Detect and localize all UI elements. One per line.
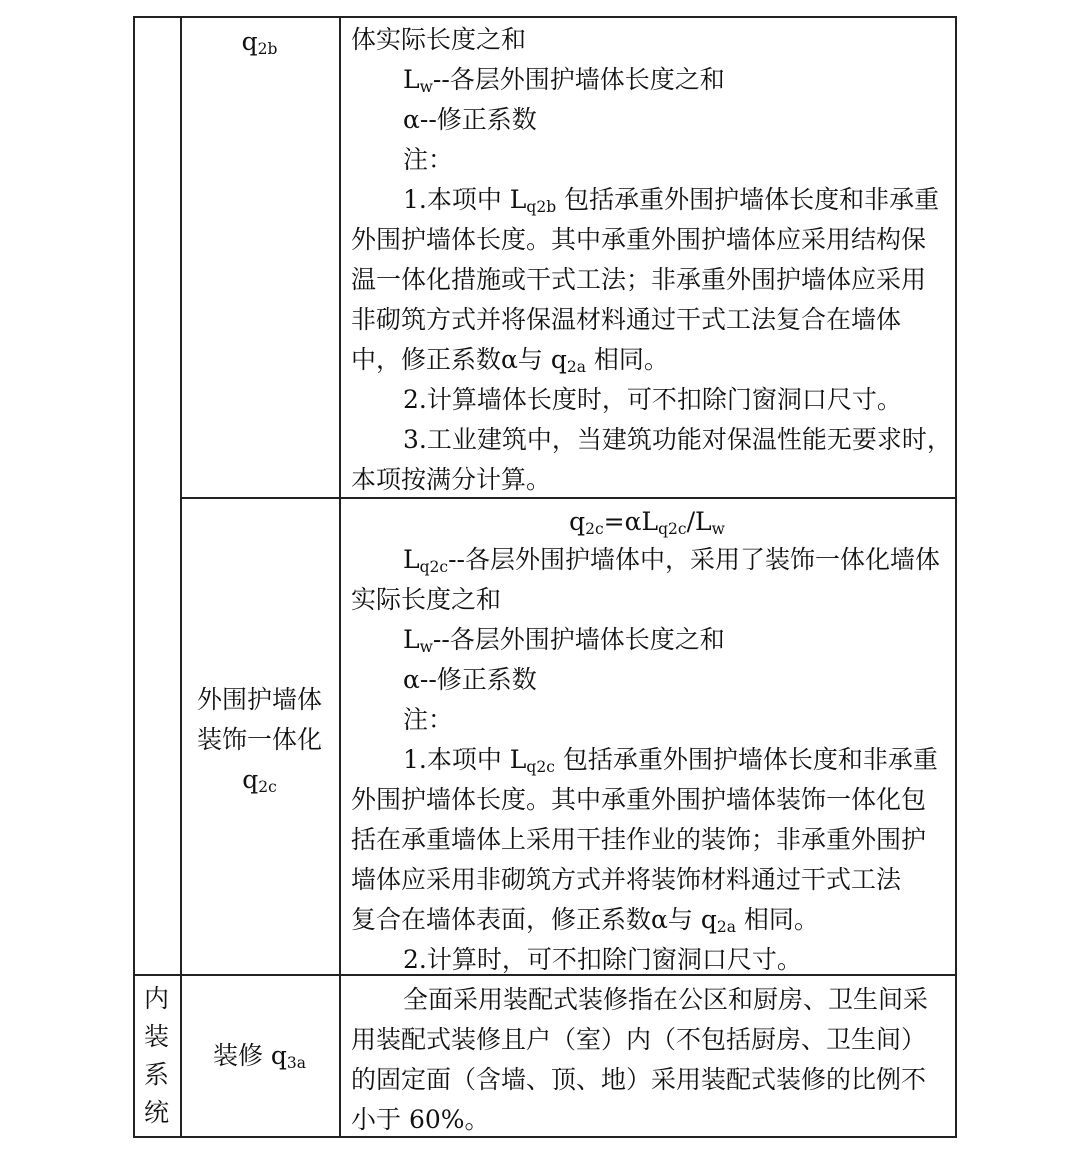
item-base: q (241, 27, 258, 56)
text-line: 的固定面（含墙、顶、地）采用装配式装修的比例不 (351, 1065, 927, 1094)
text-line: 外围护墙体长度。其中承重外围护墙体装饰一体化包 (351, 785, 927, 814)
table-border-left (133, 16, 135, 1138)
text-line: 本项按满分计算。 (351, 465, 552, 494)
text-line: 注： (403, 145, 454, 174)
text-line: 非砌筑方式并将保温材料通过干式工法复合在墙体 (351, 305, 902, 334)
item-label-q2c (180, 680, 339, 800)
text-line: 2.计算墙体长度时，可不扣除门窗洞口尺寸。 (403, 385, 902, 414)
category-char: 装 (143, 1022, 169, 1051)
description-q2b (351, 20, 952, 500)
text-line: 温一体化措施或干式工法；非承重外围护墙体应采用 (351, 265, 927, 294)
category-char: 系 (143, 1060, 169, 1089)
text-line: 括在承重墙体上采用干挂作业的装饰；非承重外围护 (351, 825, 927, 854)
description-q2c (351, 540, 940, 980)
category-char: 内 (143, 984, 169, 1013)
category-interior-system (133, 980, 180, 1132)
text-line: 全面采用装配式装修指在公区和厨房、卫生间采 (403, 985, 929, 1014)
table-border-col1 (180, 16, 182, 1138)
text-line: 注： (403, 705, 454, 734)
text-line: $L_w--$各层外围护墙体长度之和 (403, 625, 725, 656)
text-line: 墙体应采用非砌筑方式并将装饰材料通过干式工法 (351, 865, 902, 894)
text-line: 外围护墙体长度。其中承重外围护墙体应采用结构保 (351, 225, 927, 254)
text-line: 中，修正系数α与 $q_{2a}$ 相同。 (351, 345, 669, 376)
text-line: $L_{q2c}--$各层外围护墙体中，采用了装饰一体化墙体 (403, 545, 940, 576)
text-line: 用装配式装修且户（室）内（不包括厨房、卫生间） (351, 1025, 927, 1054)
text-line: α--修正系数 (403, 665, 537, 694)
formula-q2c: $q_{2c}=\alpha L_{q2c}/L_w$ (569, 507, 725, 538)
item-label-line1: 外围护墙体 (196, 685, 322, 714)
item-label-code: $q_{2c}$ (242, 765, 277, 796)
category-char: 统 (143, 1098, 169, 1127)
description-q3a (351, 980, 928, 1140)
text-line: 实际长度之和 (351, 585, 502, 614)
item-label-q3a: 装修 $q_{3a}$ (212, 1041, 307, 1072)
text-line: α--修正系数 (403, 105, 537, 134)
text-line: $L_w--$各层外围护墙体长度之和 (403, 65, 725, 96)
text-line: 2.计算时，可不扣除门窗洞口尺寸。 (403, 945, 802, 974)
table-border-top (133, 16, 956, 18)
item-sub: 2b (257, 39, 278, 58)
text-line: 体实际长度之和 (351, 25, 527, 54)
item-label-line2: 装饰一体化 (196, 725, 322, 754)
text-line: 3.工业建筑中，当建筑功能对保温性能无要求时， (403, 425, 952, 454)
table-border-col2 (339, 16, 341, 1138)
item-label-q2b (180, 22, 339, 69)
table-border-right (955, 16, 957, 1138)
text-line: 小于 60%。 (351, 1105, 490, 1134)
text-line: 1.本项中 $L_{q2b}$ 包括承重外围护墙体长度和非承重 (403, 185, 940, 216)
text-line: 复合在墙体表面，修正系数α与 $q_{2a}$ 相同。 (351, 905, 819, 936)
text-line: 1.本项中 $L_{q2c}$ 包括承重外围护墙体长度和非承重 (403, 745, 938, 776)
